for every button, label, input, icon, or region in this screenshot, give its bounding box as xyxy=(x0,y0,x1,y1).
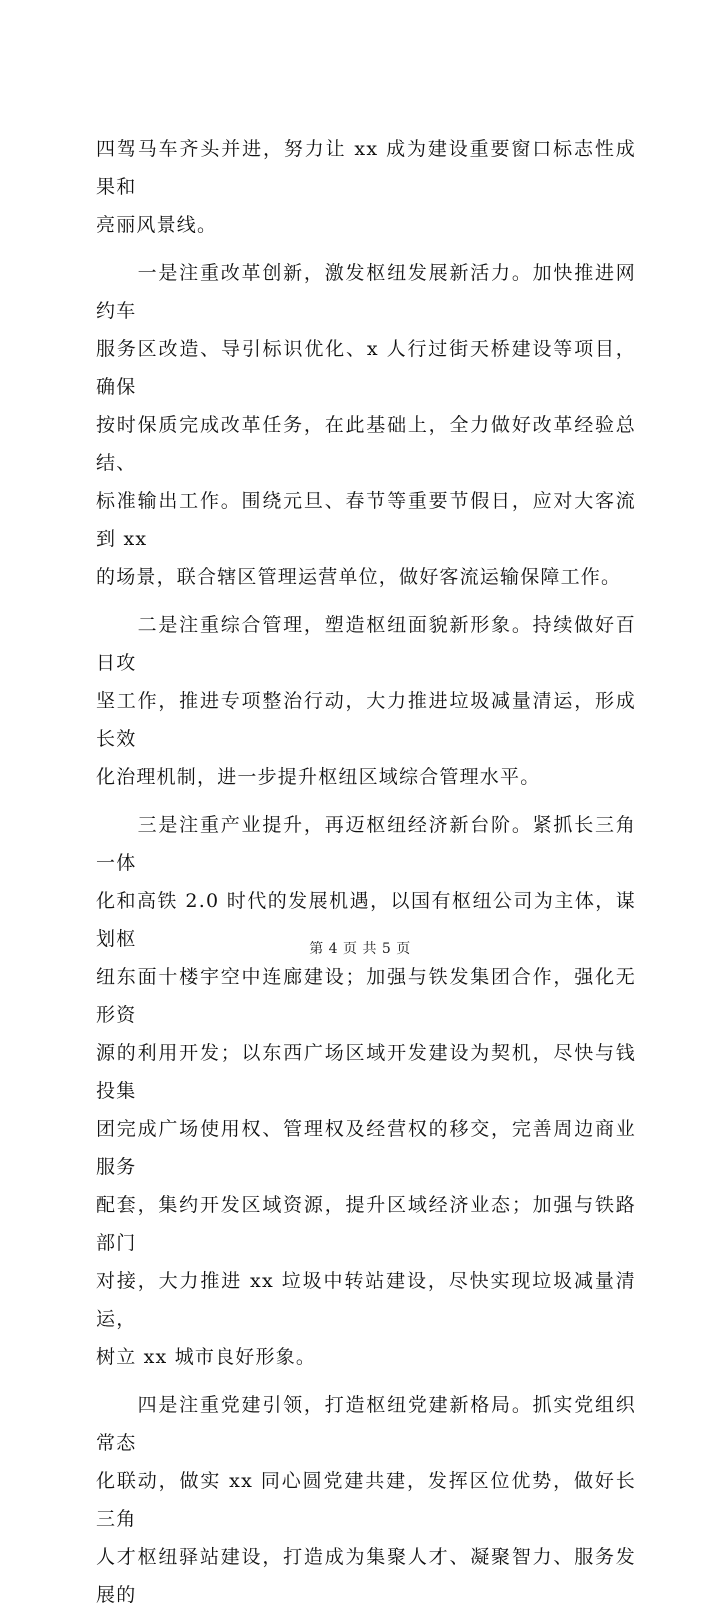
paragraph-reform-innovation: 一是注重改革创新，激发枢纽发展新活力。加快推进网约车 服务区改造、导引标识优化、x 人行过街天桥建设等项目，确保 按时保质完成改革任务，在此基础上，全力做好改革经验总结、 标准输出工作。围绕元旦、春节等重要节假日，应对大客流到 xx 的场景，联合辖区管理运营单位，做好客流运输保障工作。 xyxy=(96,262,636,588)
paragraph-party-building: 四是注重党建引领，打造枢纽党建新格局。抓实党组织常态 化联动，做实 xx 同心圆党建共建，发挥区位优势，做好长三角 人才枢纽驿站建设，打造成为集聚人才、凝聚智力、服务发展的 xyxy=(96,1394,636,1606)
paragraph-comprehensive-management: 二是注重综合管理，塑造枢纽面貌新形象。持续做好百日攻 坚工作，推进专项整治行动，大力推进垃圾减量清运，形成长效 化治理机制，进一步提升枢纽区域综合管理水平。 xyxy=(96,614,636,788)
page-footer: 第 4 页 共 5 页 xyxy=(309,941,411,957)
paragraph-continuation: 四驾马车齐头并进，努力让 xx 成为建设重要窗口标志性成果和 亮丽风景线。 xyxy=(96,138,636,236)
paragraph-industry-upgrade: 三是注重产业提升，再迈枢纽经济新台阶。紧抓长三角一体 化和高铁 2.0 时代的发展机遇，以国有枢纽公司为主体，谋划枢 纽东面十楼宇空中连廊建设；加强与铁发集团合作，强化无形资 源的利用开发；以东西广场区域开发建设为契机，尽快与钱投集 团完成广场使用权、管理权及经营权的移交，完善周边商业服务 配套，集约开发区域资源，提升区域经济业态；加强与铁路部门 对接，大力推进 xx 垃圾中转站建设，尽快实现垃圾减量清运， 树立 xx 城市良好形象。 xyxy=(96,814,636,1368)
document-body xyxy=(96,130,636,1624)
